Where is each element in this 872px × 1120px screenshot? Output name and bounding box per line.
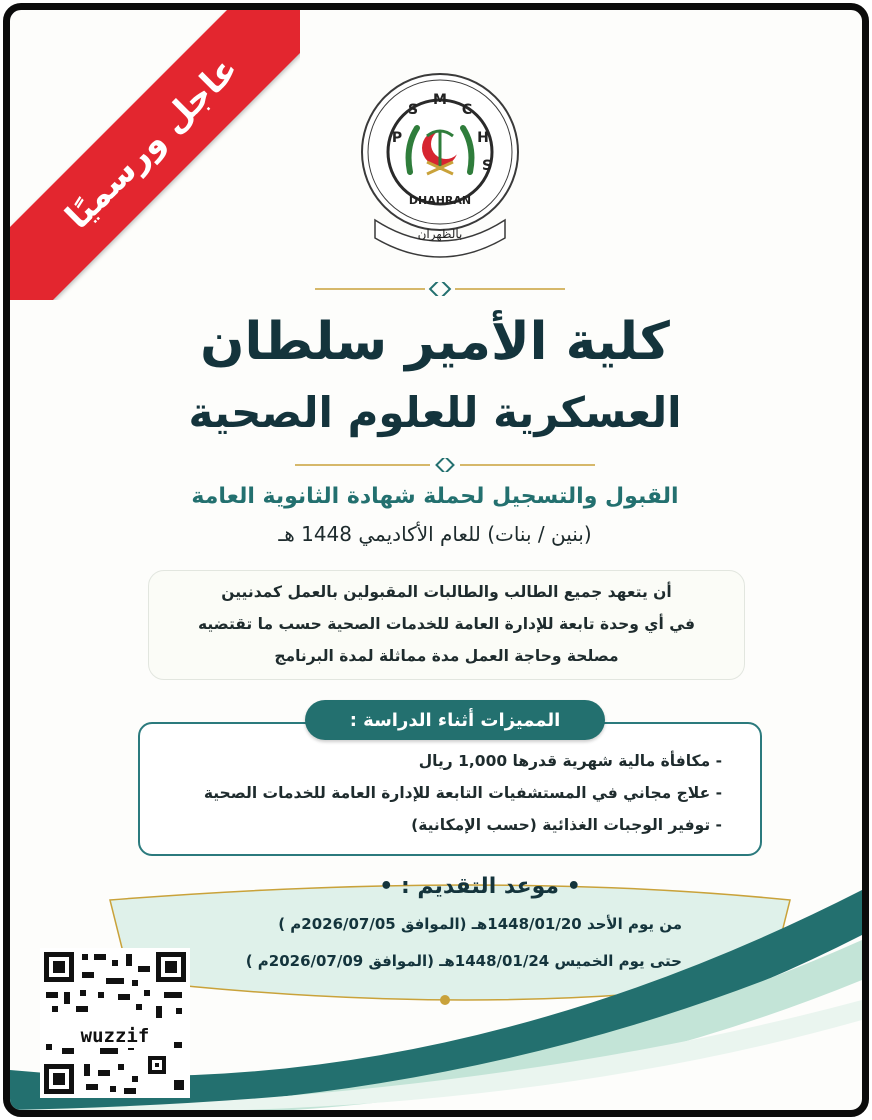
pledge-card <box>148 570 745 680</box>
top-ornament-divider <box>315 282 565 296</box>
logo-letter-c: C <box>461 102 473 118</box>
pledge-line-3: مصلحة وحاجة العمل مدة مماثلة لمدة البرنامج <box>274 647 619 665</box>
ribbon-band <box>10 10 300 300</box>
application-dates-heading: • موعد التقديم : • <box>379 874 581 899</box>
feature-item-stipend: - مكافأة مالية شهرية قدرها 1,000 ريال <box>418 752 722 770</box>
features-heading: المميزات أثناء الدراسة : <box>305 700 605 740</box>
qr-code[interactable] <box>40 948 190 1098</box>
logo-letter-s2: S <box>481 158 493 174</box>
logo-letter-s: S <box>407 102 419 118</box>
logo-letter-p: P <box>391 130 403 146</box>
logo-letter-h: H <box>477 130 489 146</box>
application-start-date: من يوم الأحد 1448/01/20هـ (الموافق 2026/07/05م ) <box>278 915 682 933</box>
logo-letter-m: M <box>433 92 447 108</box>
application-end-date: حتى يوم الخميس 1448/01/24هـ (الموافق 2026/07/09م ) <box>245 952 682 970</box>
corner-ribbon <box>10 10 300 300</box>
poster-frame <box>3 3 869 1117</box>
pledge-line-2: في أي وحدة تابعة للإدارة العامة للخدمات الصحية حسب ما تقتضيه <box>197 615 696 633</box>
qr-brand-label: wuzzif <box>56 1024 174 1048</box>
middle-ornament-divider <box>295 458 595 472</box>
ribbon-label: عاجل ورسميًا <box>57 48 247 238</box>
college-emblem-logo <box>355 62 525 262</box>
feature-item-treatment: - علاج مجاني في المستشفيات التابعة للإدارة العامة للخدمات الصحية <box>203 784 722 802</box>
title-line-2: العسكرية للعلوم الصحية <box>188 388 682 437</box>
feature-item-meals: - توفير الوجبات الغذائية (حسب الإمكانية) <box>411 816 722 834</box>
admission-heading: القبول والتسجيل لحملة شهادة الثانوية العامة <box>191 484 679 509</box>
admission-year: (بنين / بنات) للعام الأكاديمي 1448 هـ <box>278 522 592 546</box>
logo-city: DHAHRAN <box>408 194 472 207</box>
pledge-line-1: أن يتعهد جميع الطالب والطالبات المقبولين بالعمل كمدنيين <box>221 583 672 601</box>
title-line-1: كلية الأمير سلطان <box>200 312 670 372</box>
logo-city-ar: بالظهران <box>417 227 463 241</box>
